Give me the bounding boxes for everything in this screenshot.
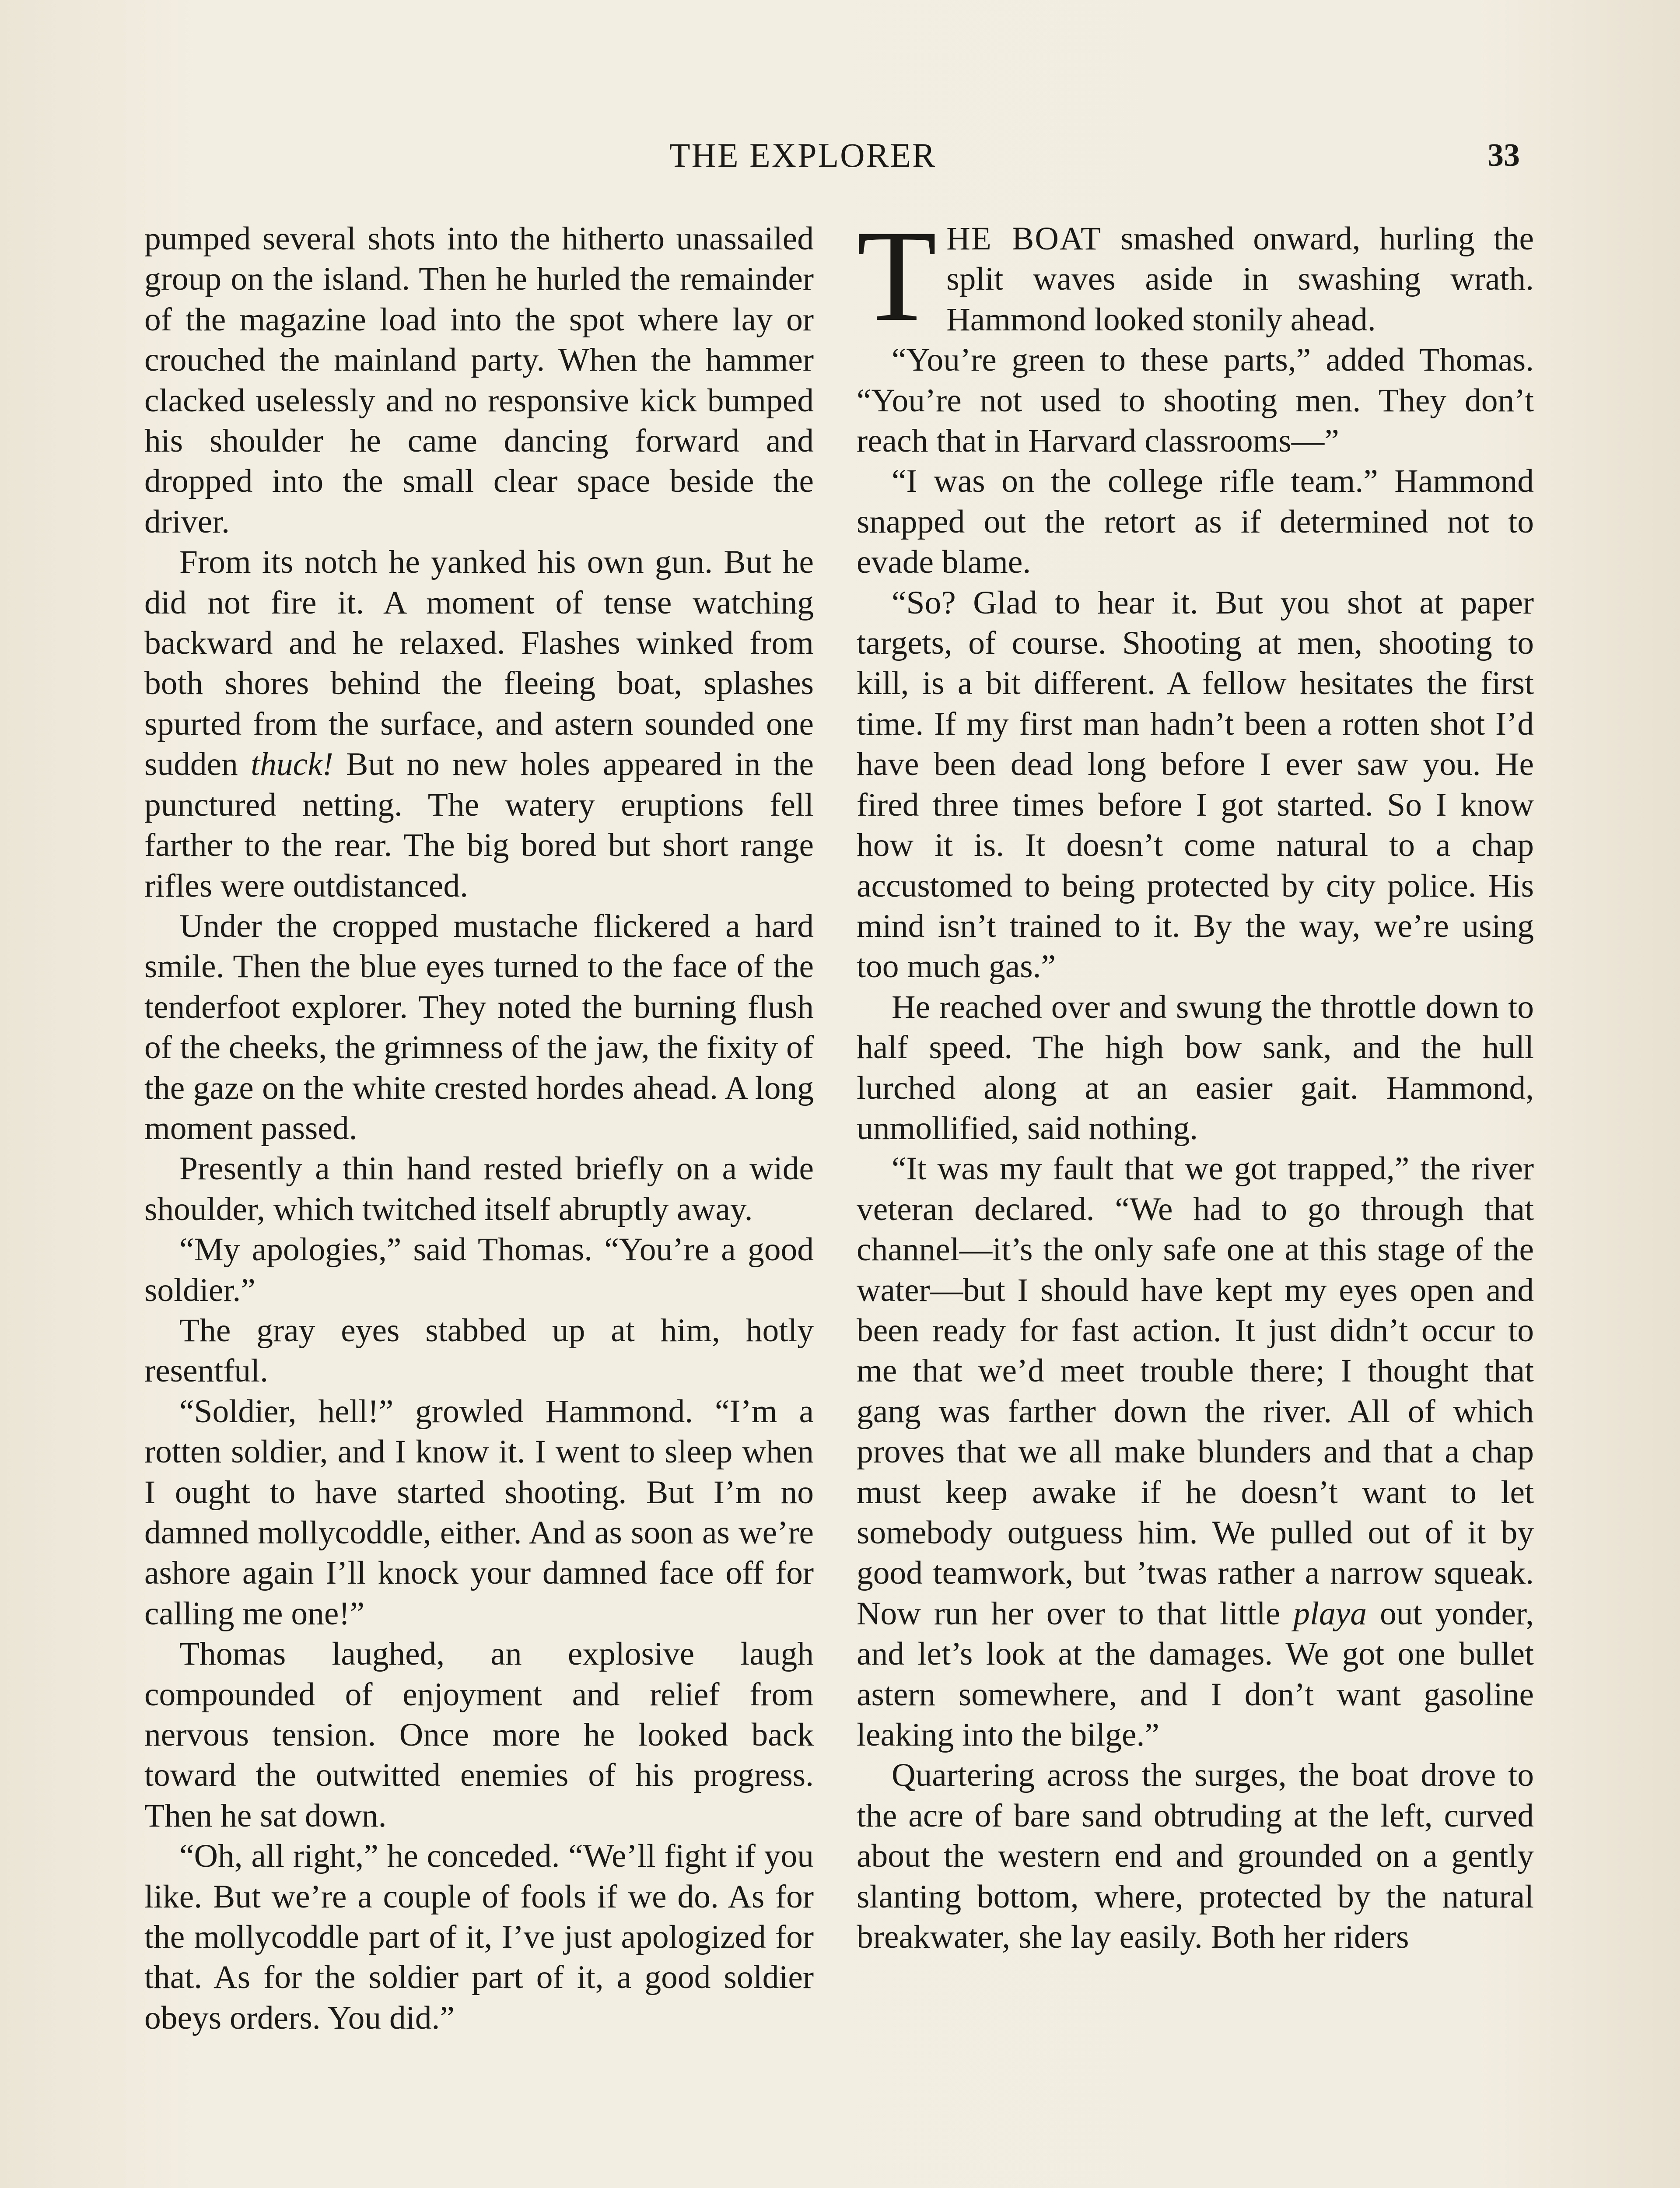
italic-word: playa — [1293, 1595, 1367, 1632]
paragraph-text: From its notch he yanked his own gun. But he did not fire it. A moment of tense watching backward and he relaxed. Flashes winked from both shores behind the fleeing boat, splashes spurted from the surface, and astern sounded one sudden — [144, 544, 814, 783]
paragraph: Under the cropped mustache flickered a hard smile. Then the blue eyes turned to the face of the tenderfoot explorer. They noted the burning flush of the cheeks, the grimness of the jaw, the fixity of the gaze on the white crested hordes ahead. A long moment passed. — [144, 908, 814, 1147]
left-column — [144, 219, 814, 2038]
italic-word: thuck! — [251, 746, 333, 783]
drop-cap: T — [857, 203, 937, 348]
paragraph: Quartering across the surges, the boat drove to the acre of bare sand obtruding at the left, curved about the western end and grounded on a gently slanting bottom, where, protected by the natural breakwater, she lay easily. Both her riders — [857, 1757, 1534, 1956]
paragraph: The gray eyes stabbed up at him, hotly resentful. — [144, 1312, 814, 1389]
right-column — [857, 203, 1534, 1957]
paragraph: “Oh, all right,” he conceded. “We’ll fight if you like. But we’re a couple of fools if we do. As for the mollycoddle part of it, I’ve just apologized for that. As for the soldier part of it, a good soldier obeys orders. You did.” — [144, 1838, 814, 2036]
paragraph: “You’re green to these parts,” added Thomas. “You’re not used to shooting men. They don’t reach that in Harvard classrooms—” — [857, 342, 1534, 459]
paragraph-text: smashed onward, hurling the split waves aside in swashing wrath. Hammond looked stonily ahead. — [946, 221, 1534, 338]
running-header — [0, 131, 1680, 179]
paragraph: “Soldier, hell!” growled Hammond. “I’m a rotten soldier, and I know it. I went to sleep when I ought to have started shooting. But I’m no damned mollycoddle, either. And as soon as we’re ashore again I’ll knock your damned face off for calling me one!” — [144, 1393, 814, 1632]
paragraph: Presently a thin hand rested briefly on a wide shoulder, which twitched itself abruptly away. — [144, 1150, 814, 1227]
paragraph-text: out yonder, and let’s look at the damages. We got one bullet astern somewhere, and I don’t want gasoline leaking into the bilge.” — [857, 1595, 1534, 1753]
paragraph: “I was on the college rifle team.” Hammond snapped out the retort as if determined not to evade blame. — [857, 463, 1534, 581]
paragraph-text: But no new holes appeared in the punctured netting. The watery eruptions fell farther to the rear. The big bored but short range rifles were outdistanced. — [144, 746, 814, 904]
paragraph — [857, 1149, 1534, 1755]
running-title: THE EXPLORER — [669, 136, 937, 174]
paragraph: “So? Glad to hear it. But you shot at paper targets, of course. Shooting at men, shooting to kill, is a bit different. A fellow hesitates the first time. If my first man hadn’t been a rotten shot I’d have been dead long before I ever saw you. He fired three times before I got started. So I know how it is. It doesn’t come natural to a chap accustomed to being protected by city police. His mind isn’t trained to it. By the way, we’re using too much gas.” — [857, 584, 1534, 985]
paragraph: Thomas laughed, an explosive laugh compounded of enjoyment and relief from nervous tension. Once more he looked back toward the outwitted enemies of his progress. Then he sat down. — [144, 1636, 814, 1834]
lead-words: HE BOAT — [946, 221, 1102, 257]
paragraph-text: “It was my fault that we got trapped,” the river veteran declared. “We had to go through that channel—it’s the only safe one at this stage of the water—but I should have kept my eyes open and been ready for fast action. It just didn’t occur to me that we’d meet trouble there; I thought that gang was farther down the river. All of which proves that we all make blunders and that a chap must keep awake if he doesn’t want to let somebody outguess him. We pulled out of it by good teamwork, but ’twas rather a narrow squeak. Now run her over to that little — [857, 1150, 1534, 1632]
paragraph: “My apologies,” said Thomas. “You’re a good soldier.” — [144, 1231, 814, 1308]
lead-paragraph — [857, 203, 1534, 348]
paragraph — [144, 542, 814, 906]
paragraph: He reached over and swung the throttle down to half speed. The high bow sank, and the hull lurched along at an easier gait. Hammond, unmollified, said nothing. — [857, 989, 1534, 1147]
page-number: 33 — [1488, 137, 1520, 173]
paragraph: pumped several shots into the hitherto unassailed group on the island. Then he hurled the remainder of the magazine load into the spot where lay or crouched the mainland party. When the hammer clacked uselessly and no responsive kick bumped his shoulder he came dancing forward and dropped into the small clear space beside the driver. — [144, 221, 814, 540]
